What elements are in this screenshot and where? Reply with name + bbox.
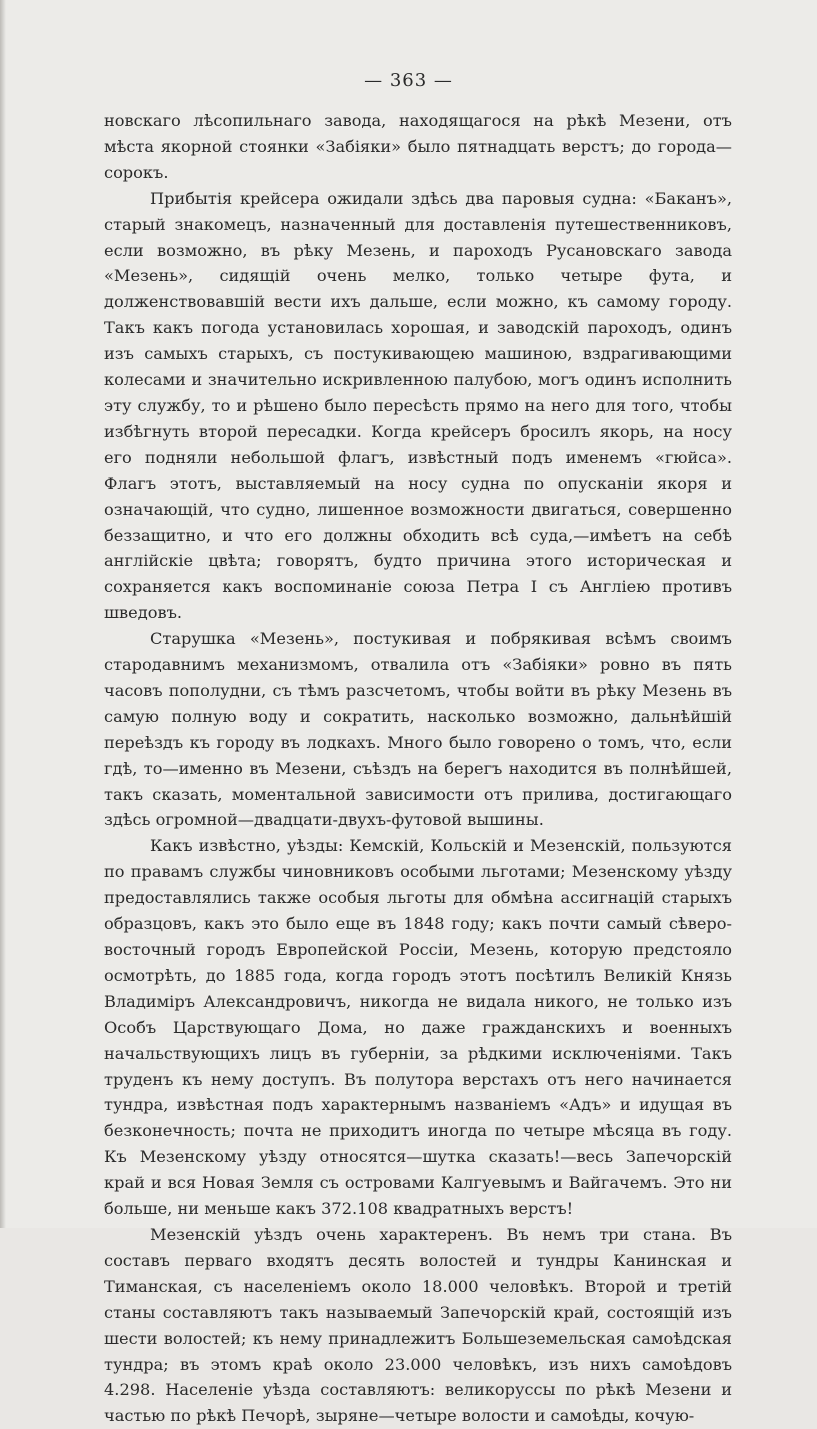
page-spine-shadow [0, 0, 6, 1228]
paragraph-continuation: новскаго лѣсопильнаго завода, находящагося на рѣкѣ Мезени, отъ мѣста якорной стоянки «Забіяки» было пятнадцать верстъ; до города—сорокъ. [104, 111, 732, 182]
paragraph-steamer-departure: Старушка «Мезень», постукивая и побрякивая всѣмъ своимъ стародавнимъ механизмомъ, отвалила отъ «Забіяки» ровно въ пять часовъ пополудни, съ тѣмъ разсчетомъ, чтобы войти въ рѣку Мезень въ самую полную воду и сократить, насколько возможно, дальнѣйшій переѣздъ къ городу въ лодкахъ. Много было говорено о томъ, что, если гдѣ, то—именно въ Мезени, съѣздъ на берегъ находится въ полнѣйшей, такъ сказать, моментальной зависимости отъ прилива, достигающаго здѣсь огромной—двадцати-двухъ-футовой вышины. [104, 629, 732, 830]
paragraph-mezen-district: Мезенскій уѣздъ очень характеренъ. Въ немъ три стана. Въ составъ перваго входятъ десять волостей и тундры Канинская и Тиманская, съ населеніемъ около 18.000 человѣкъ. Второй и третій станы составляютъ такъ называемый Запечорскій край, состоящій изъ шести волостей; къ нему принадлежитъ Большеземельская самоѣдская тундра; въ этомъ краѣ около 23.000 человѣкъ, изъ нихъ самоѣдовъ 4.298. Населеніе уѣзда составляютъ: великоруссы по рѣкѣ Мезени и частью по рѣкѣ Печорѣ, зыряне—четыре волости и самоѣды, кочую- [104, 1224, 732, 1426]
page-number: — 363 — [364, 70, 453, 91]
paragraph-cruiser-arrival: Прибытія крейсера ожидали здѣсь два паровыя судна: «Баканъ», старый знакомецъ, назначенный для доставленія путешественниковъ, если возможно, въ рѣку Мезень, и пароходъ Русановскаго завода «Мезень», сидящій очень мелко, только четыре фута, и долженствовавшій вести ихъ дальше, если можно, къ самому городу. Такъ какъ погода установилась хорошая, и заводскій пароходъ, одинъ изъ самыхъ старыхъ, съ постукивающею машиною, вздрагивающими колесами и значительно искривленною палубою, могъ одинъ исполнить эту службу, то и рѣшено было пересѣсть прямо на него для того, чтобы избѣгнуть второй пересадки. Когда крейсеръ бросилъ якорь, на носу его подняли небольшой флагъ, извѣстный подъ именемъ «гюйса». Флагъ этотъ, выставляемый на носу судна по опусканіи якоря и означающій, что судно, лишенное возможности двигаться, совершенно беззащитно, и что его должны обходить всѣ суда,—имѣетъ на себѣ англійскіе цвѣта; говорятъ, будто причина этого историческая и сохраняется какъ воспоминаніе союза Петра I съ Англіею противъ шведовъ. [104, 188, 732, 623]
paragraph-district-privileges: Какъ извѣстно, уѣзды: Кемскій, Кольскій и Мезенскій, пользуются по правамъ службы чиновниковъ особыми льготами; Мезенскому уѣзду предоставлялись также особыя льготы для обмѣна ассигнацій старыхъ образцовъ, какъ это было еще въ 1848 году; какъ почти самый сѣверо-восточный городъ Европейской Россіи, Мезень, которую предстояло осмотрѣть, до 1885 года, когда городъ этотъ посѣтилъ Великій Князь Владиміръ Александровичъ, никогда не видала никого, не только изъ Особъ Царствующаго Дома, но даже гражданскихъ и военныхъ начальствующихъ лицъ въ губерніи, за рѣдкими исключеніями. Такъ труденъ къ нему доступъ. Въ полутора верстахъ отъ него начинается тундра, извѣстная подъ характернымъ названіемъ «Адъ» и идущая въ безконечность; почта не приходитъ иногда по четыре мѣсяца въ году. Къ Мезенскому уѣзду относятся—шутка сказать!—весь Запечорскій край и вся Новая Земля съ островами Калгуевымъ и Вайгачемъ. Это ни больше, ни меньше какъ 372.108 квадратныхъ верстъ! [104, 836, 732, 1219]
page-text-body [104, 108, 732, 1429]
